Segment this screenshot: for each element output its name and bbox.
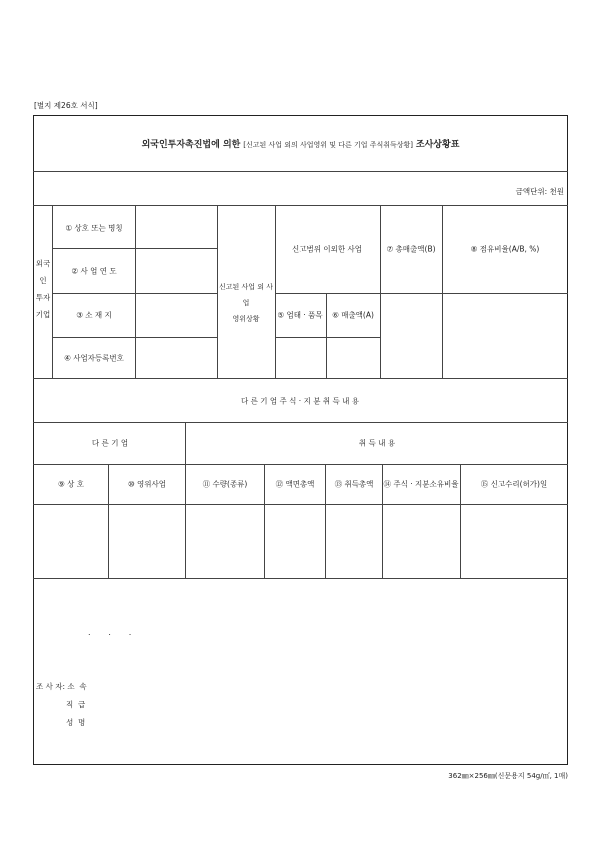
col-company: ⑨ 상 호 bbox=[58, 479, 84, 489]
row-label-business-year: ② 사 업 연 도 bbox=[71, 266, 117, 276]
grid-line bbox=[442, 205, 443, 378]
inspector-affiliation: 조 사 자: 소 속 bbox=[36, 682, 87, 691]
form-number: [별지 제26호 서식] bbox=[34, 101, 98, 110]
grid-line bbox=[325, 464, 326, 578]
inspector-rank: 직 급 bbox=[66, 700, 86, 709]
col-acquisition-total: ⑬ 취득총액 bbox=[334, 479, 374, 489]
col-ownership-ratio: ⑭ 주식 · 지분소유비율 bbox=[383, 479, 459, 489]
grid-line bbox=[275, 293, 568, 294]
grid-line bbox=[380, 205, 381, 378]
row-label-registration: ④ 사업자등록번호 bbox=[64, 353, 124, 363]
grid-line bbox=[33, 422, 568, 423]
title-bracket: [신고된 사업 외의 사업영위 및 다른 기업 주식취득상황] bbox=[243, 141, 414, 149]
ratio-header: ⑧ 점유비율(A/B, %) bbox=[470, 244, 540, 254]
grid-line bbox=[33, 378, 568, 379]
grid-line bbox=[108, 464, 109, 578]
row-label-location: ③ 소 재 지 bbox=[76, 310, 112, 320]
divider bbox=[33, 205, 568, 206]
grid-line bbox=[52, 205, 53, 378]
side-label: 외국 인 투자 기업 bbox=[35, 259, 51, 319]
col-face-value: ⑫ 액면총액 bbox=[275, 479, 315, 489]
grid-line bbox=[275, 205, 276, 378]
date-marks: . . . bbox=[88, 628, 132, 637]
grid-line bbox=[33, 464, 568, 465]
grid-line bbox=[52, 248, 217, 249]
grid-line bbox=[275, 337, 380, 338]
total-sales-header: ⑦ 총매출액(B) bbox=[386, 244, 436, 254]
unit-label: 금액단위: 천원 bbox=[515, 187, 564, 196]
grid-line bbox=[33, 504, 568, 505]
grid-line bbox=[185, 464, 186, 578]
section-title: 다 른 기 업 주 식 · 지 분 취 득 내 용 bbox=[241, 396, 359, 406]
business-label: 신고된 사업 외 사업 영위상황 bbox=[218, 283, 273, 323]
grid-line bbox=[326, 293, 327, 378]
title-end: 조사상황표 bbox=[415, 140, 460, 150]
grid-line bbox=[264, 464, 265, 578]
inspector-name: 성 명 bbox=[66, 718, 86, 727]
title-main: 외국인투자촉진법에 의한 bbox=[141, 140, 241, 150]
group-other-company: 다 른 기 업 bbox=[91, 438, 129, 448]
grid-line bbox=[460, 464, 461, 578]
grid-line bbox=[33, 578, 568, 579]
grid-line bbox=[52, 337, 217, 338]
type-item-header: ⑤ 업태 · 품목 bbox=[277, 310, 323, 320]
col-quantity: ⑪ 수량(종류) bbox=[202, 479, 248, 489]
page-title bbox=[33, 137, 568, 150]
col-approval-date: ⑮ 신고수리(허가)일 bbox=[480, 479, 548, 489]
group-acquisition: 취 득 내 용 bbox=[358, 438, 396, 448]
grid-line bbox=[135, 205, 136, 378]
grid-line bbox=[185, 422, 186, 464]
paper-spec: 362㎜×256㎜(신문용지 54g/㎡, 1매) bbox=[448, 772, 568, 780]
row-label-company-name: ① 상호 또는 명칭 bbox=[65, 223, 123, 233]
grid-line bbox=[52, 293, 217, 294]
divider bbox=[33, 171, 568, 172]
sales-header: ⑥ 매출액(A) bbox=[332, 310, 374, 320]
col-business: ⑩ 영위사업 bbox=[127, 479, 167, 489]
other-business-header: 신고범위 이외한 사업 bbox=[292, 244, 362, 254]
